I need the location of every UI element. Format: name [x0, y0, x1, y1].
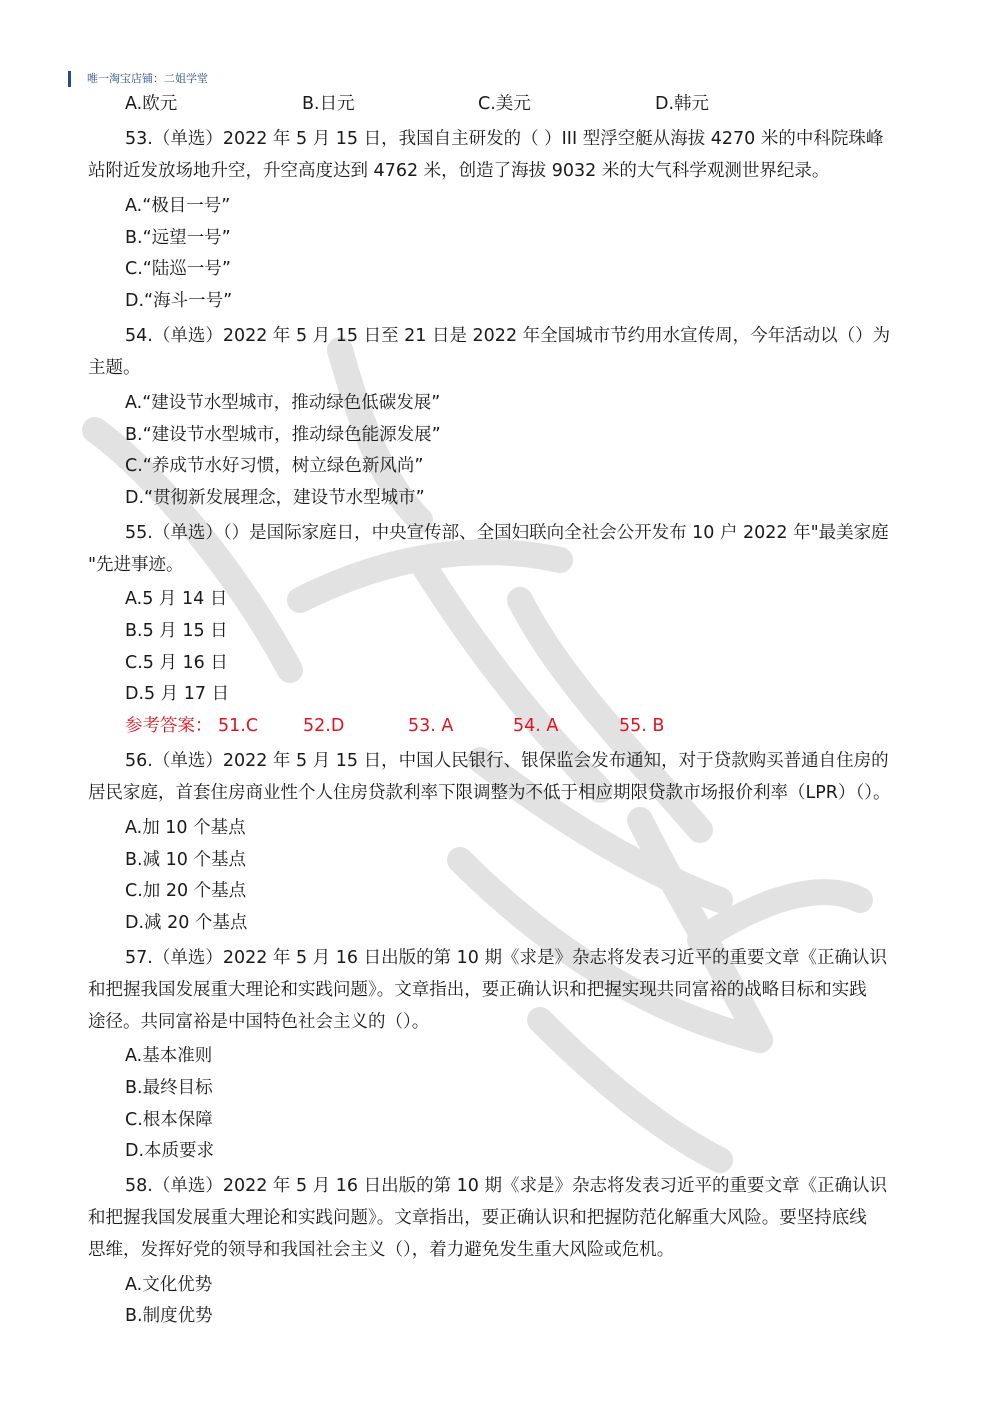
q58-stem-line-2: 和把握我国发展重大理论和实践问题》。文章指出，要正确认识和把握防范化解重大风险。要坚持底线 [88, 1208, 867, 1228]
q57-option-c: C.根本保障 [125, 1110, 213, 1130]
answer-54: 54. A [513, 716, 559, 736]
answer-51: 51.C [218, 716, 259, 736]
q55-option-d: D.5 月 17 日 [125, 684, 230, 704]
q55-option-b: B.5 月 15 日 [125, 621, 228, 641]
q58-option-b: B.制度优势 [125, 1306, 213, 1326]
q54-option-c: C.“养成节水好习惯，树立绿色新风尚” [125, 456, 424, 476]
q53-stem-line-2: 站附近发放场地升空，升空高度达到 4762 米，创造了海拔 9032 米的大气科学观测世界纪录。 [88, 161, 830, 181]
answer-label: 参考答案： [125, 716, 213, 736]
q58-stem-line-1: 58.（单选）2022 年 5 月 16 日出版的第 10 期《求是》杂志将发表习近平的重要文章《正确认识 [125, 1176, 887, 1196]
answer-53: 53. A [408, 716, 454, 736]
q56-option-d: D.减 20 个基点 [125, 913, 248, 933]
q53-stem-line-1: 53.（单选）2022 年 5 月 15 日，我国自主研发的（ ）III 型浮空艇从海拔 4270 米的中科院珠峰 [125, 129, 884, 149]
q57-option-b: B.最终目标 [125, 1078, 213, 1098]
q56-option-b: B.减 10 个基点 [125, 850, 246, 870]
q57-option-a: A.基本准则 [125, 1046, 213, 1066]
q55-stem-line-1: 55.（单选）（）是国际家庭日，中央宣传部、全国妇联向全社会公开发布 10 户 2022 年"最美家庭 [125, 523, 889, 543]
answer-52: 52.D [303, 716, 345, 736]
q57-option-d: D.本质要求 [125, 1141, 215, 1161]
q56-option-c: C.加 20 个基点 [125, 881, 247, 901]
q57-stem-line-2: 和把握我国发展重大理论和实践问题》。文章指出，要正确认识和把握实现共同富裕的战略目标和实践 [88, 980, 867, 1000]
q55-option-c: C.5 月 16 日 [125, 653, 228, 673]
q52-option-c: C.美元 [478, 94, 531, 114]
q58-stem-line-3: 思维，发挥好党的领导和我国社会主义（），着力避免发生重大风险或危机。 [88, 1240, 675, 1260]
q54-option-a: A.“建设节水型城市，推动绿色低碳发展” [125, 393, 441, 413]
q56-stem-line-2: 居民家庭，首套住房商业性个人住房贷款利率下限调整为不低于相应期限贷款市场报价利率（LPR）（）。 [88, 783, 891, 803]
q52-option-b: B.日元 [302, 94, 355, 114]
answer-key [125, 714, 685, 738]
q54-stem-line-1: 54.（单选）2022 年 5 月 15 日至 21 日是 2022 年全国城市节约用水宣传周，今年活动以（）为 [125, 326, 891, 346]
q52-option-d: D.韩元 [655, 94, 710, 114]
q52-option-a: A.欧元 [125, 94, 178, 114]
q57-stem-line-1: 57.（单选）2022 年 5 月 16 日出版的第 10 期《求是》杂志将发表习近平的重要文章《正确认识 [125, 948, 887, 968]
q54-option-d: D.“贯彻新发展理念，建设节水型城市” [125, 488, 425, 508]
q57-stem-line-3: 途径。共同富裕是中国特色社会主义的（）。 [88, 1012, 430, 1032]
q53-option-d: D.“海斗一号” [125, 291, 233, 311]
q55-stem-line-2: "先进事迹。 [88, 555, 184, 575]
q55-option-a: A.5 月 14 日 [125, 589, 228, 609]
q53-option-a: A.“极目一号” [125, 196, 231, 216]
q54-stem-line-2: 主题。 [88, 358, 141, 378]
shop-header: 唯一淘宝店铺：二姐学堂 [68, 71, 208, 87]
answer-55: 55. B [619, 716, 665, 736]
q56-option-a: A.加 10 个基点 [125, 818, 246, 838]
q56-stem-line-1: 56.（单选）2022 年 5 月 15 日，中国人民银行、银保监会发布通知，对于贷款购买普通自住房的 [125, 751, 889, 771]
q58-option-a: A.文化优势 [125, 1275, 213, 1295]
q54-option-b: B.“建设节水型城市，推动绿色能源发展” [125, 425, 441, 445]
q53-option-c: C.“陆巡一号” [125, 259, 231, 279]
q53-option-b: B.“远望一号” [125, 228, 231, 248]
